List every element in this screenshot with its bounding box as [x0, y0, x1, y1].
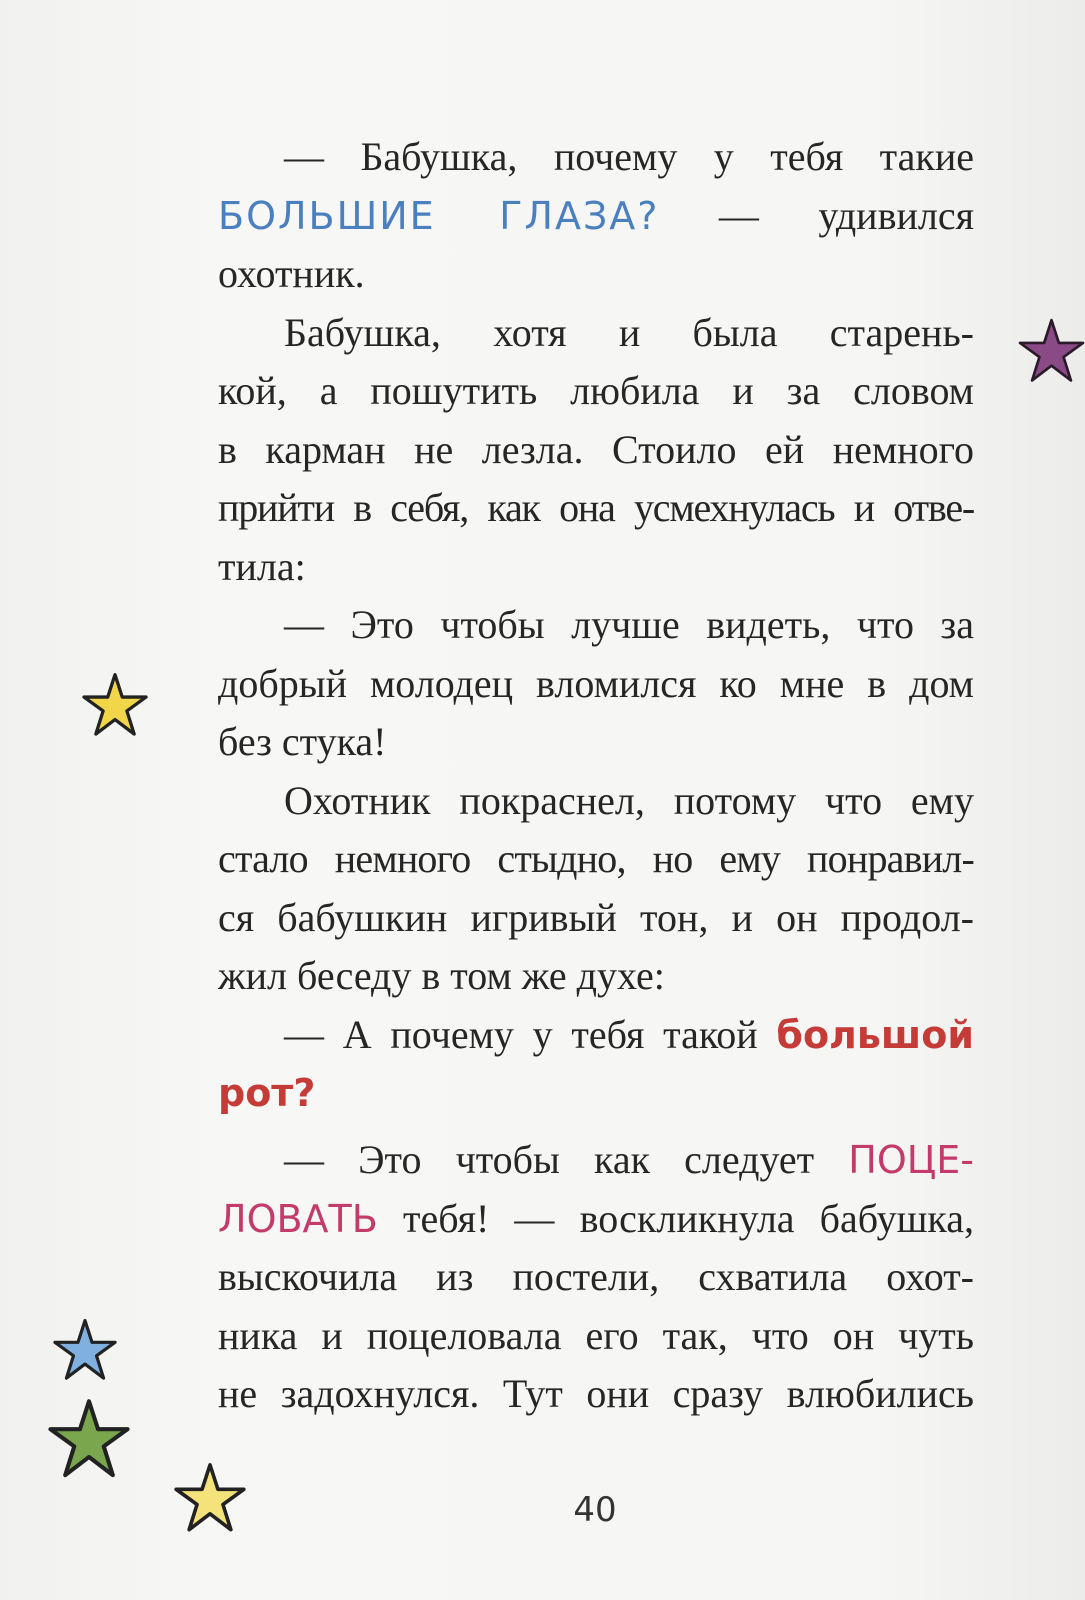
story-text [218, 128, 974, 1424]
star-icon [1018, 316, 1085, 386]
text-span: жил беседу в том же духе: [218, 953, 665, 998]
text-span: — Бабушка, почему у тебя такие [284, 134, 974, 179]
text-span: ника и поцеловала его так, что он чуть [218, 1312, 974, 1358]
highlight-big: большой [776, 1012, 974, 1057]
text-line [218, 1006, 974, 1065]
text-span: в карман не лезла. Стоило ей немного [218, 426, 974, 472]
star-icon [80, 672, 150, 738]
text-line [218, 1064, 974, 1131]
text-span: Бабушка, хотя и была старень- [284, 309, 974, 355]
text-span: — удивился [659, 192, 974, 238]
text-line [218, 187, 974, 246]
text-line [218, 596, 974, 655]
text-span: — А почему у тебя такой [284, 1011, 777, 1057]
highlight-mouth: рот? [218, 1071, 316, 1115]
star-icon [52, 1318, 118, 1382]
text-span: Охотник покраснел, потому что ему [284, 777, 974, 823]
page-number: 40 [573, 1490, 617, 1530]
text-line [218, 772, 974, 831]
text-span: не задохнулся. Тут они сразу влюбились [218, 1371, 974, 1416]
text-line [218, 421, 974, 480]
text-span: тебя! — воскликнула бабушка, [377, 1195, 974, 1241]
text-span: тила: [218, 543, 306, 589]
text-span: без стука! [218, 719, 387, 764]
text-span: — Это чтобы лучше видеть, что за [284, 602, 974, 647]
text-span: выскочила из постели, схватила охот- [218, 1254, 974, 1299]
text-line [218, 128, 974, 187]
text-span: добрый молодец вломился ко мне в дом [218, 660, 974, 706]
text-span: стало немного стыдно, но ему понравил- [218, 836, 974, 881]
text-line [218, 245, 974, 304]
text-line [218, 655, 974, 714]
text-line [218, 538, 974, 597]
text-line [218, 1248, 974, 1307]
text-line [218, 713, 974, 772]
text-line [218, 889, 974, 948]
highlight-big-eyes: БОЛЬШИЕ ГЛАЗА? [218, 193, 660, 238]
highlight-kiss-part1: ПОЦЕ- [848, 1138, 974, 1182]
star-icon [170, 1462, 250, 1534]
highlight-kiss-part2: ЛОВАТЬ [218, 1196, 378, 1241]
text-span: прийти в себя, как она усмехнулась и отве- [218, 485, 974, 530]
text-line [218, 830, 974, 889]
text-line [218, 947, 974, 1006]
text-line [218, 1307, 974, 1366]
text-span: кой, а пошутить любила и за словом [218, 368, 974, 413]
text-span: охотник. [218, 251, 365, 296]
text-line [218, 1131, 974, 1190]
text-line [218, 1365, 974, 1424]
text-span: — Это чтобы как следует [284, 1137, 849, 1182]
text-span: ся бабушкин игривый тон, и он продол- [218, 894, 974, 940]
text-line [218, 304, 974, 363]
text-line [218, 479, 974, 538]
text-line [218, 362, 974, 421]
text-line [218, 1190, 974, 1249]
star-icon [46, 1398, 132, 1480]
